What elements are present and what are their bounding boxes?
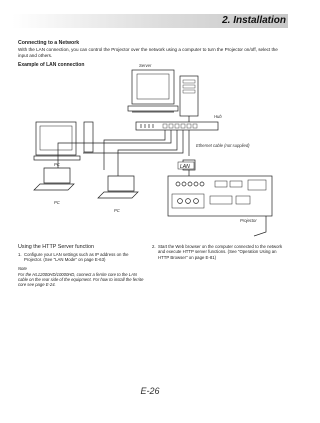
example-heading: Example of LAN connection [18,62,85,68]
section-title: Connecting to a Network [18,40,80,46]
lan-diagram [18,58,288,240]
pc-laptop-icon [98,176,138,198]
page-number: E-26 [140,386,160,396]
projector-panel-icon [168,176,272,216]
step-1-text: Configure your LAN settings such as IP address on the Projector. (See "LAN Mode" on page E-63) [24,252,129,263]
pc-label: PC [114,208,120,213]
pc-desktop-icon [34,122,93,160]
note-text: For the HL12000HD/10000HD, connect a ferrite core to the LAN cable on the rear side of the equipment. For how to install the ferrite core see page E-24. [18,271,144,288]
pc-laptop-icon [34,168,74,190]
list-item: 1. Configure your LAN settings such as IP address on the Projector. (See "LAN Mode" on page E-63) [18,252,146,263]
http-right-column [152,244,286,262]
http-title: Using the HTTP Server function [18,244,95,250]
note-label: Note [18,265,27,271]
hub-icon [136,122,218,130]
list-item: 2. Start the Web browser on the computer connected to the network and execute HTTP server functions. (See "Operation Using an HTTP Browser" on page E-81) [152,244,286,260]
section-body: With the LAN connection, you can control the Projector over the network using a computer to turn the Projector on/off, select the input and others. [18,47,278,58]
page-header-title: 2. Installation [222,15,286,26]
hub-label: Hub [214,114,222,119]
cable-label: Ethernet cable (not supplied) [196,143,250,148]
http-left-column [18,244,146,287]
server-label: Server [139,63,152,68]
step-2-text: Start the Web browser on the computer connected to the network and execute HTTP server functions. (See "Operation Using an HTTP Browser" on page E-81) [158,244,283,260]
server-monitor-icon [128,70,178,112]
pc-label: PC [54,200,60,205]
pc-label: PC [54,162,60,167]
projector-label: Projector [240,218,257,223]
server-tower-icon [180,76,198,116]
lan-label: LAN [180,164,190,170]
